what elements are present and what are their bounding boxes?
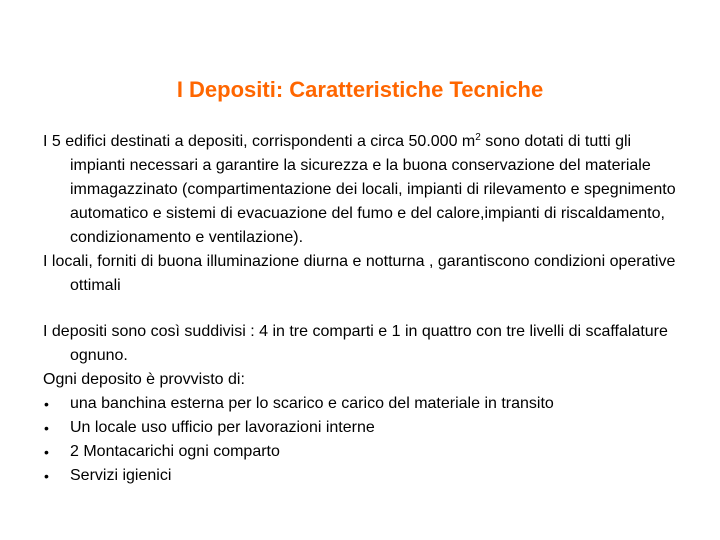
paragraph-buildings — [43, 130, 683, 250]
bullet-item — [43, 416, 683, 440]
bullet-icon: • — [44, 396, 49, 412]
bullet-icon: • — [44, 444, 49, 460]
bullet-icon: • — [44, 468, 49, 484]
bullet-text: Servizi igienici — [70, 467, 172, 484]
slide-title: I Depositi: Caratteristiche Tecniche — [176, 77, 544, 102]
bullet-text: una banchina esterna per lo scarico e carico del materiale in transito — [70, 395, 554, 412]
bullet-icon: • — [44, 420, 49, 436]
paragraph-equipment-intro: Ogni deposito è provvisto di: — [43, 371, 245, 388]
paragraph-buildings-text-2: sono dotati di tutti gli impianti necessari a garantire la sicurezza e la buona conservazione del materiale immagazzinato (compartimentazione dei locali, impianti di rilevamento e spegnimento automatico e sistemi di evacuazione del fumo e del calore,impianti di riscaldamento, condizionamento e ventilazione). — [70, 133, 676, 246]
bullet-item — [43, 440, 683, 464]
bullet-item — [43, 392, 683, 416]
bullet-item — [43, 464, 683, 488]
paragraph-buildings-text-1: I 5 edifici destinati a depositi, corrispondenti a circa 50.000 m — [43, 133, 476, 150]
paragraph-gap — [43, 298, 683, 320]
paragraph-lighting: I locali, forniti di buona illuminazione diurna e notturna , garantiscono condizioni operative ottimali — [43, 253, 676, 294]
bullet-text: Un locale uso ufficio per lavorazioni interne — [70, 419, 375, 436]
square-superscript: 2 — [475, 132, 481, 143]
bullet-text: 2 Montacarichi ogni comparto — [70, 443, 280, 460]
slide-body — [43, 130, 683, 488]
paragraph-subdivision: I depositi sono così suddivisi : 4 in tre comparti e 1 in quattro con tre livelli di scaffalature ognuno. — [43, 323, 668, 364]
